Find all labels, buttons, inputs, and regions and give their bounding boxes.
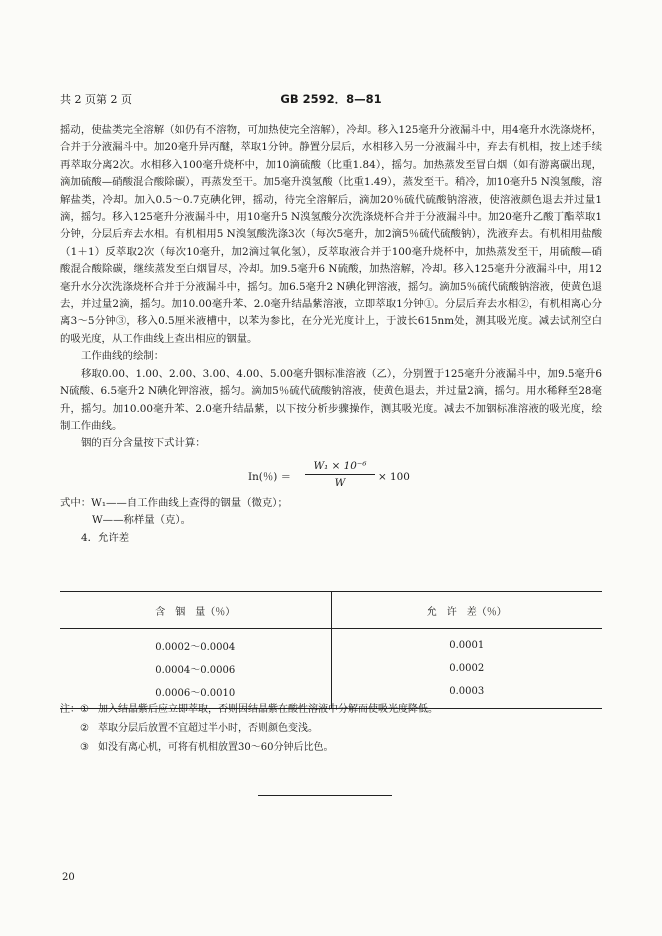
cell-tolerance: 0.0002 xyxy=(331,657,602,680)
where-w1 xyxy=(60,495,602,512)
header-content: 含 铟 量（％） xyxy=(60,592,331,629)
procedure-paragraph: 摇动，使盐类完全溶解（如仍有不溶物，可加热使完全溶解），冷却。移入125毫升分液漏斗中，用4毫升水洗涤烧杯，合并于分液漏斗中。加20毫升异丙醚，萃取1分钟。静置分层后，水相移入另一分液漏斗中，弃去有机相，按上述手续再萃取分离2次。水相移入100毫升烧杯中，加10滴硫酸（比重1.84），摇匀。加热蒸发至冒白烟（如有游离碳出现，滴加硫酸—硝酸混合酸除碳），再蒸发至干。加5毫升溴氢酸（比重1.49），蒸发至干。稍冷，加10毫升5 N溴氢酸，溶解盐类，冷却。加入0.5～0.7克碘化钾，摇动，待完全溶解后，滴加20％硫代硫酸钠溶液，使溶液颜色退去并过量1滴，摇匀。移入125毫升分液漏斗中，用10毫升5 N溴氢酸分次洗涤烧杯合并于分液漏斗中。加20毫升乙酸丁酯萃取1分钟，分层后弃去水相。有机相用5 N溴氢酸洗涤3次（每次5毫升，加2滴5％硫代硫酸钠），洗液弃去。有机相用盐酸（1＋1）反萃取2次（每次10毫升，加2滴过氧化氢），反萃取液合并于100毫升烧杯中，加热蒸发至干，用硫酸—硝酸混合酸除碳，继续蒸发至白烟冒尽，冷却。加9.5毫升6 N硫酸，加热溶解，冷却。移入125毫升分液漏斗中，用12毫升水分次洗涤烧杯合并于分液漏斗中，摇匀。加6.5毫升2 N碘化钾溶液，摇匀。滴加5％硫代硫酸钠溶液，使黄色退去，并过量2滴，摇匀。加10.00毫升苯、2.0毫升结晶紫溶液，立即萃取1分钟①。分层后弃去水相②，有机相离心分离3～5分钟③，移入0.5厘米液槽中，以苯为参比，在分光光度计上，于波长615nm处，测其吸光度。减去试剂空白的吸光度，从工作曲线上查出相应的铟量。 xyxy=(60,124,602,345)
cell-tolerance: 0.0001 xyxy=(331,629,602,658)
curve-paragraph: 移取0.00、1.00、2.00、3.00、4.00、5.00毫升铟标准溶液（乙），分别置于125毫升分液漏斗中，加9.5毫升6 N硫酸、6.5毫升2 N碘化钾溶液，摇匀。滴加5％硫代硫酸钠溶液，使黄色退去，并过量2滴，摇匀。用水稀释至28毫升，摇匀。加10.00毫升苯、2.0毫升结晶紫，以下按分析步骤操作，测其吸光度。减去不加铟标准溶液的吸光度，绘制工作曲线。 xyxy=(60,367,602,432)
footnote-text: 萃取分层后放置不宜超过半小时，否则颜色变浅。 xyxy=(98,723,318,734)
table-row xyxy=(60,629,602,658)
formula-lhs: In(％) ＝ xyxy=(248,470,291,483)
where-w1-text: W₁——自工作曲线上查得的铟量（微克）； xyxy=(91,496,288,509)
page-header xyxy=(60,91,602,107)
footnotes xyxy=(60,700,602,757)
notes-label: 注： xyxy=(60,704,80,715)
footnote-item xyxy=(60,700,602,719)
formula-rhs: × 100 xyxy=(378,470,410,483)
footnote-text: 如没有离心机，可将有机相放置30～60分钟后比色。 xyxy=(98,742,334,753)
indium-formula xyxy=(60,459,602,493)
header-tolerance: 允 许 差（％） xyxy=(331,592,602,629)
standard-number: GB 2592．8—81 xyxy=(280,92,382,106)
footnote-item xyxy=(60,719,602,738)
section-4-heading: 4．允许差 xyxy=(81,531,130,544)
footnote-item xyxy=(60,738,602,757)
where-w xyxy=(60,512,602,529)
calc-intro: 铟的百分含量按下式计算： xyxy=(81,437,206,450)
where-w-text: W——称样量（克）。 xyxy=(92,514,191,527)
cell-tolerance: 0.0003 xyxy=(331,680,602,709)
body-text xyxy=(60,122,602,547)
formula-fraction xyxy=(305,459,375,491)
table-row xyxy=(60,657,602,680)
page-number: 20 xyxy=(62,872,75,883)
footnote-text: 加入结晶紫后应立即萃取，否则因结晶紫在酸性溶液中分解而使吸光度降低。 xyxy=(98,704,438,715)
end-rule xyxy=(258,795,392,796)
where-label: 式中： xyxy=(60,496,92,509)
cell-content: 0.0004～0.0006 xyxy=(155,665,236,676)
table-header-row xyxy=(60,592,602,629)
curve-heading: 工作曲线的绘制： xyxy=(81,350,165,363)
cell-content: 0.0002～0.0004 xyxy=(155,642,236,653)
footnote-mark: ③ xyxy=(80,742,89,753)
footnote-mark: ① xyxy=(80,704,89,715)
page-count: 共 2 页第 2 页 xyxy=(60,93,132,106)
formula-numerator: W₁ × 10⁻⁶ xyxy=(305,459,375,475)
formula-denominator: W xyxy=(334,476,346,489)
footnote-mark: ② xyxy=(80,723,89,734)
cell-content: 0.0006～0.0010 xyxy=(60,680,331,709)
tolerance-table xyxy=(60,591,602,709)
